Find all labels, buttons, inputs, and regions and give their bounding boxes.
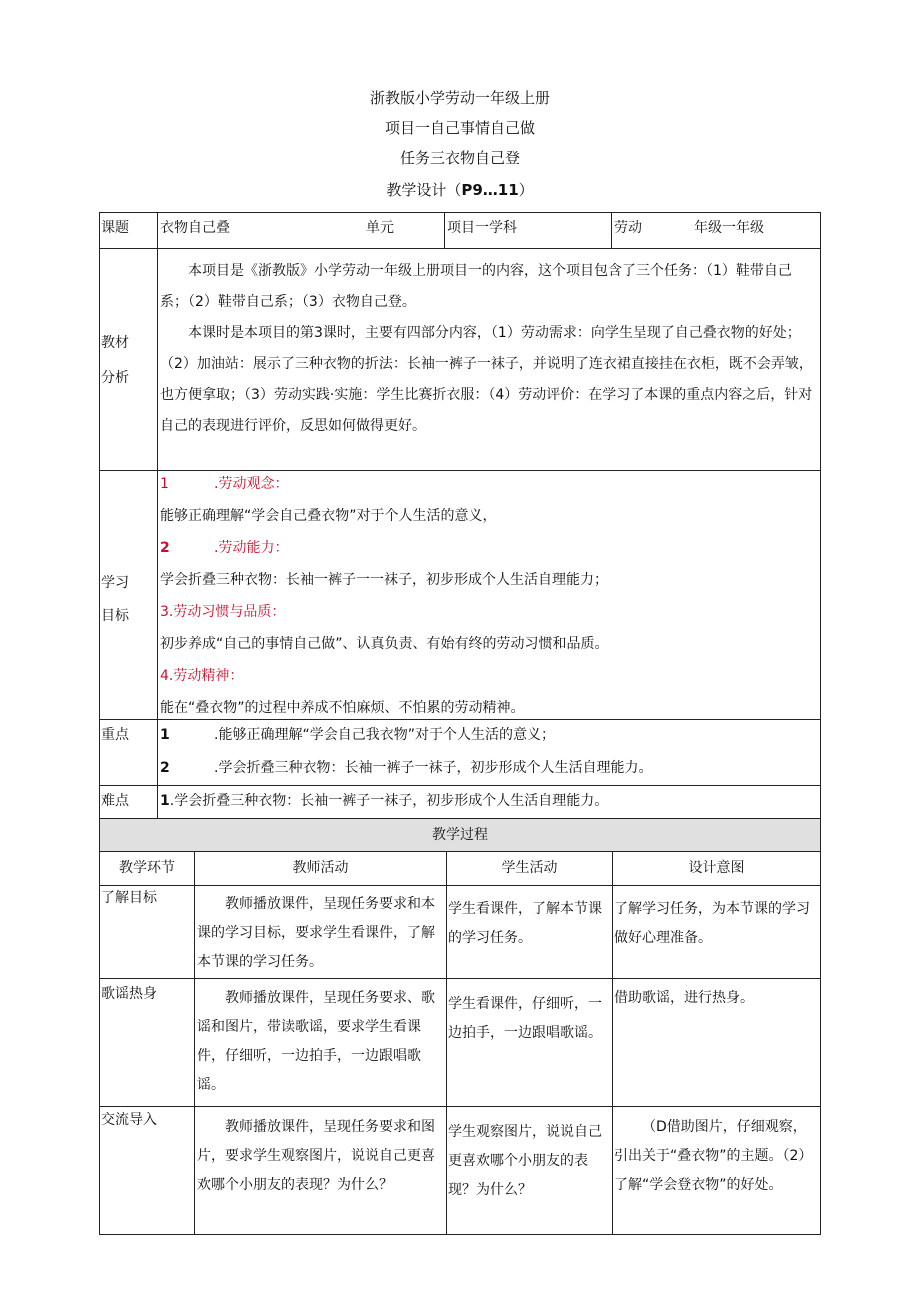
title4-pre: 教学设计（: [386, 181, 462, 199]
difficulty-text: [160, 791, 608, 811]
goals-label-1: 学习: [101, 575, 129, 591]
unit-value: 项目一学科: [447, 220, 517, 236]
subject-value: 劳动: [614, 220, 642, 236]
title4-post: ）: [518, 181, 534, 199]
key2-text: .学会折叠三种衣物：长袖一裤子一袜子，初步形成个人生活自理能力。: [214, 760, 653, 776]
goal3-title: 3.劳动习惯与品质：: [160, 604, 286, 620]
unit-label: 单元: [366, 220, 394, 236]
row1-teacher: 教师播放课件，呈现任务要求和本课的学习目标，要求学生看课件，了解本节课的学习任务。: [197, 896, 435, 970]
key2-num: 2: [160, 760, 170, 776]
key1-text: .能够正确理解“学会自己我衣物”对于个人生活的意义；: [214, 727, 555, 743]
goal1-title: .劳动观念：: [214, 476, 289, 492]
row2-stage: 歌谣热身: [101, 986, 157, 1002]
goal1-text: 能够正确理解“学会自己叠衣物”对于个人生活的意义，: [160, 508, 497, 524]
grade-value: 年级一年级: [694, 220, 764, 236]
goal3-text: 初步养成“自己的事情自己做”、认真负责、有始有终的劳动习惯和品质。: [160, 636, 609, 652]
row2-teacher: 教师播放课件，呈现任务要求、歌谣和图片，带读歌谣，要求学生看课件，仔细听，一边拍手，一边跟唱歌谣。: [197, 990, 435, 1093]
row3-student: 学生观察图片，说说自己更喜欢哪个小朋友的表现？为什么？: [448, 1124, 602, 1198]
goal2-num: 2: [160, 540, 170, 556]
process-title: 教学过程: [432, 827, 488, 843]
goal1-num: 1: [160, 476, 169, 492]
row1-stage: 了解目标: [101, 890, 157, 906]
key-label: 重点: [101, 727, 129, 743]
difficulty-body: .学会折叠三种衣物：长袖一裤子一袜子，初步形成个人生活自理能力。: [169, 793, 609, 809]
goal2-title: .劳动能力：: [214, 540, 289, 556]
col-header-stage: 教学环节: [119, 860, 175, 876]
material-paragraph-2: 本课时是本项目的第3课时，主要有四部分内容，（1）劳动需求：向学生呈现了自己叠衣物的好处；（2）加油站：展示了三种衣物的折法：长袖一裤子一袜子，并说明了连衣裙直接挂在衣柜，既不会弄皱，也方便拿取；（3）劳动实践·实施：学生比赛折衣服：（4）劳动评价：在学习了本课的重点内容之后，针对自己的表现进行评价，反思如何做得更好。: [160, 325, 813, 434]
topic-label: 课题: [101, 220, 129, 236]
goal4-title: 4.劳动精神：: [160, 668, 244, 684]
col-header-intent: 设计意图: [688, 860, 745, 876]
row3-teacher: 教师播放课件，呈现任务要求和图片，要求学生观察图片，说说自己更喜欢哪个小朋友的表现？为什么？: [197, 1119, 435, 1193]
doc-title-line2: 项目一自己事情自己做: [384, 119, 535, 137]
doc-title-line1: 浙教版小学劳动一年级上册: [369, 89, 550, 107]
col-header-teacher: 教师活动: [292, 860, 349, 876]
doc-title-line4: [0, 180, 920, 200]
material-paragraph-1: 本项目是《浙教版》小学劳动一年级上册项目一的内容，这个项目包含了三个任务：（1）鞋带自己系；（2）鞋带自己系；（3）衣物自己登。: [160, 263, 792, 310]
difficulty-num: 1: [160, 793, 170, 809]
col-header-student: 学生活动: [501, 860, 558, 876]
topic-value: 衣物自己叠: [160, 220, 230, 236]
row2-intent: 借助歌谣，进行热身。: [614, 990, 754, 1006]
row3-stage: 交流导入: [101, 1112, 157, 1128]
material-label-1: 教材: [101, 335, 129, 351]
goal2-text: 学会折叠三种衣物：长袖一裤子一一袜子，初步形成个人生活自理能力；: [160, 572, 608, 588]
goals-label-2: 目标: [101, 608, 129, 624]
material-label-2: 分析: [101, 370, 129, 386]
difficulty-label: 难点: [101, 793, 129, 809]
title4-pages: P9…11: [461, 181, 519, 199]
goal4-text: 能在“叠衣物”的过程中养成不怕麻烦、不怕累的劳动精神。: [160, 700, 525, 716]
row2-student: 学生看课件，仔细听，一边拍手，一边跟唱歌谣。: [448, 996, 602, 1041]
row1-student: 学生看课件，了解本节课的学习任务。: [448, 901, 602, 946]
row3-intent: （D借助图片，仔细观察，引出关于“叠衣物”的主题。（2）了解“学会登衣物”的好处。: [614, 1119, 813, 1193]
doc-title-line3: 任务三衣物自己登: [399, 149, 520, 167]
row1-intent: 了解学习任务，为本节课的学习做好心理准备。: [614, 901, 810, 946]
key1-num: 1: [160, 727, 170, 743]
